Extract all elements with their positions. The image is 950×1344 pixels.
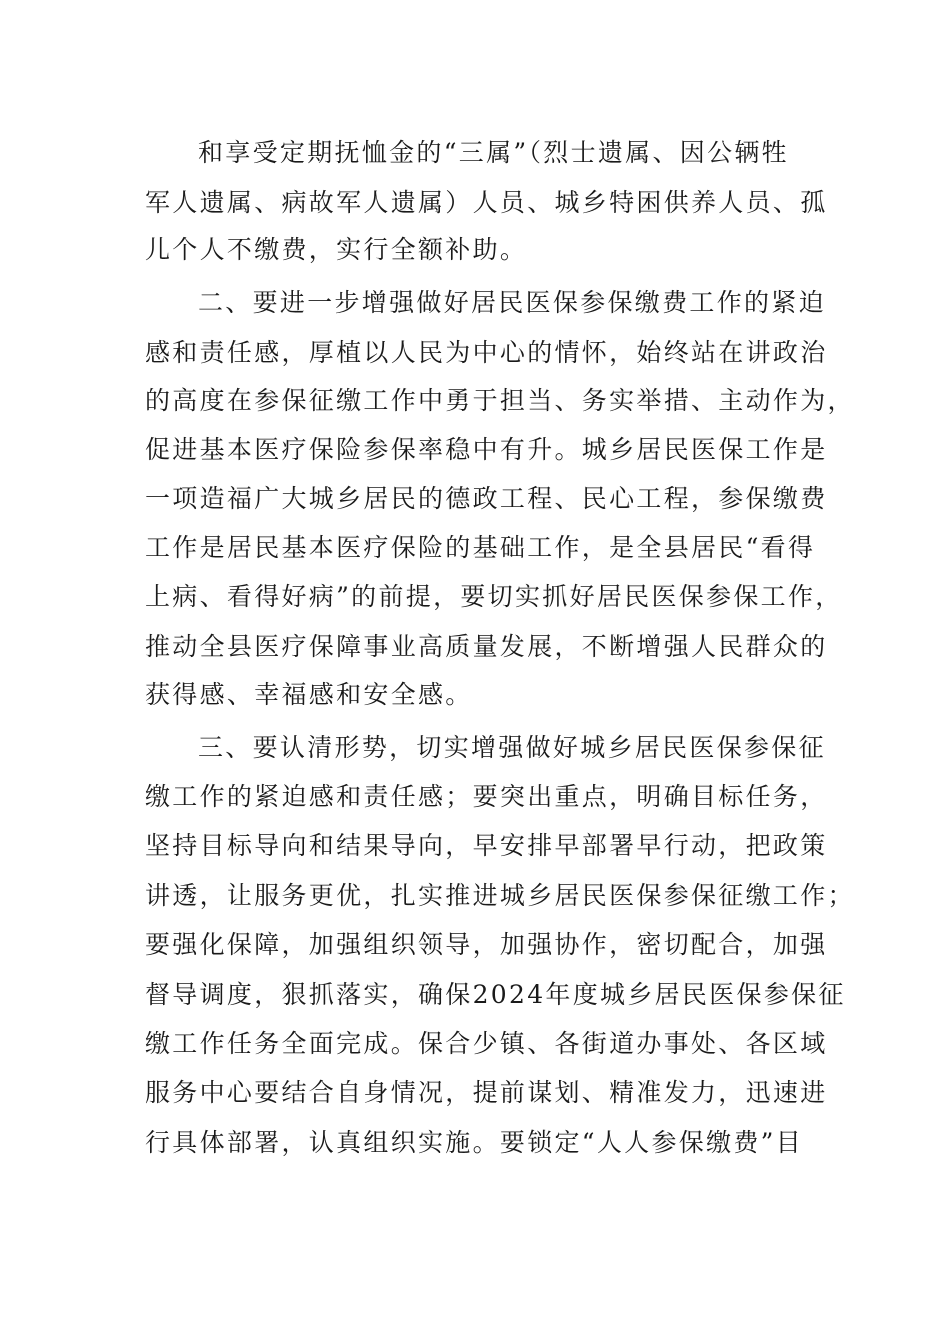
paragraph-3-start: 三、要认清形势，切实增强做好城乡居民医保参保征 (198, 733, 826, 762)
text-line: 获得感、幸福感和安全感。 (145, 680, 473, 709)
text-line: 服务中心要结合自身情况，提前谋划、精准发力，迅速进 (145, 1078, 828, 1107)
text-line: 一项造福广大城乡居民的德政工程、民心工程，参保缴费 (145, 484, 828, 513)
text-line: 感和责任感，厚植以人民为中心的情怀，始终站在讲政治 (145, 338, 828, 367)
text-line: 督导调度，狠抓落实，确保2024年度城乡居民医保参保征 (145, 980, 846, 1009)
text-line: 缴工作任务全面完成。保合少镇、各街道办事处、各区域 (145, 1029, 828, 1058)
text-line: 讲透，让服务更优，扎实推进城乡居民医保参保征缴工作； (145, 881, 855, 910)
paragraph-2-start: 二、要进一步增强做好居民医保参保缴费工作的紧迫 (198, 288, 826, 317)
text-line: 缴工作的紧迫感和责任感；要突出重点，明确目标任务， (145, 782, 828, 811)
text-line: 行具体部署，认真组织实施。要锁定“人人参保缴费”目 (145, 1128, 804, 1157)
text-line: 和享受定期抚恤金的“三属”（烈士遗属、因公辆牲 (198, 138, 789, 167)
text-line: 坚持目标导向和结果导向，早安排早部署早行动，把政策 (145, 831, 828, 860)
text-line: 军人遗属、病故军人遗属）人员、城乡特困供养人员、孤 (145, 188, 828, 217)
text-line: 儿个人不缴费，实行全额补助。 (145, 235, 528, 264)
text-line: 工作是居民基本医疗保险的基础工作，是全县居民“看得 (145, 533, 816, 562)
text-line: 的高度在参保征缴工作中勇于担当、务实举措、主动作为， (145, 386, 855, 415)
text-line: 要强化保障，加强组织领导，加强协作，密切配合，加强 (145, 930, 828, 959)
text-line: 推动全县医疗保障事业高质量发展，不断增强人民群众的 (145, 632, 828, 661)
text-line: 上病、看得好病”的前提，要切实抓好居民医保参保工作， (145, 582, 843, 611)
text-line: 促进基本医疗保险参保率稳中有升。城乡居民医保工作是 (145, 435, 828, 464)
